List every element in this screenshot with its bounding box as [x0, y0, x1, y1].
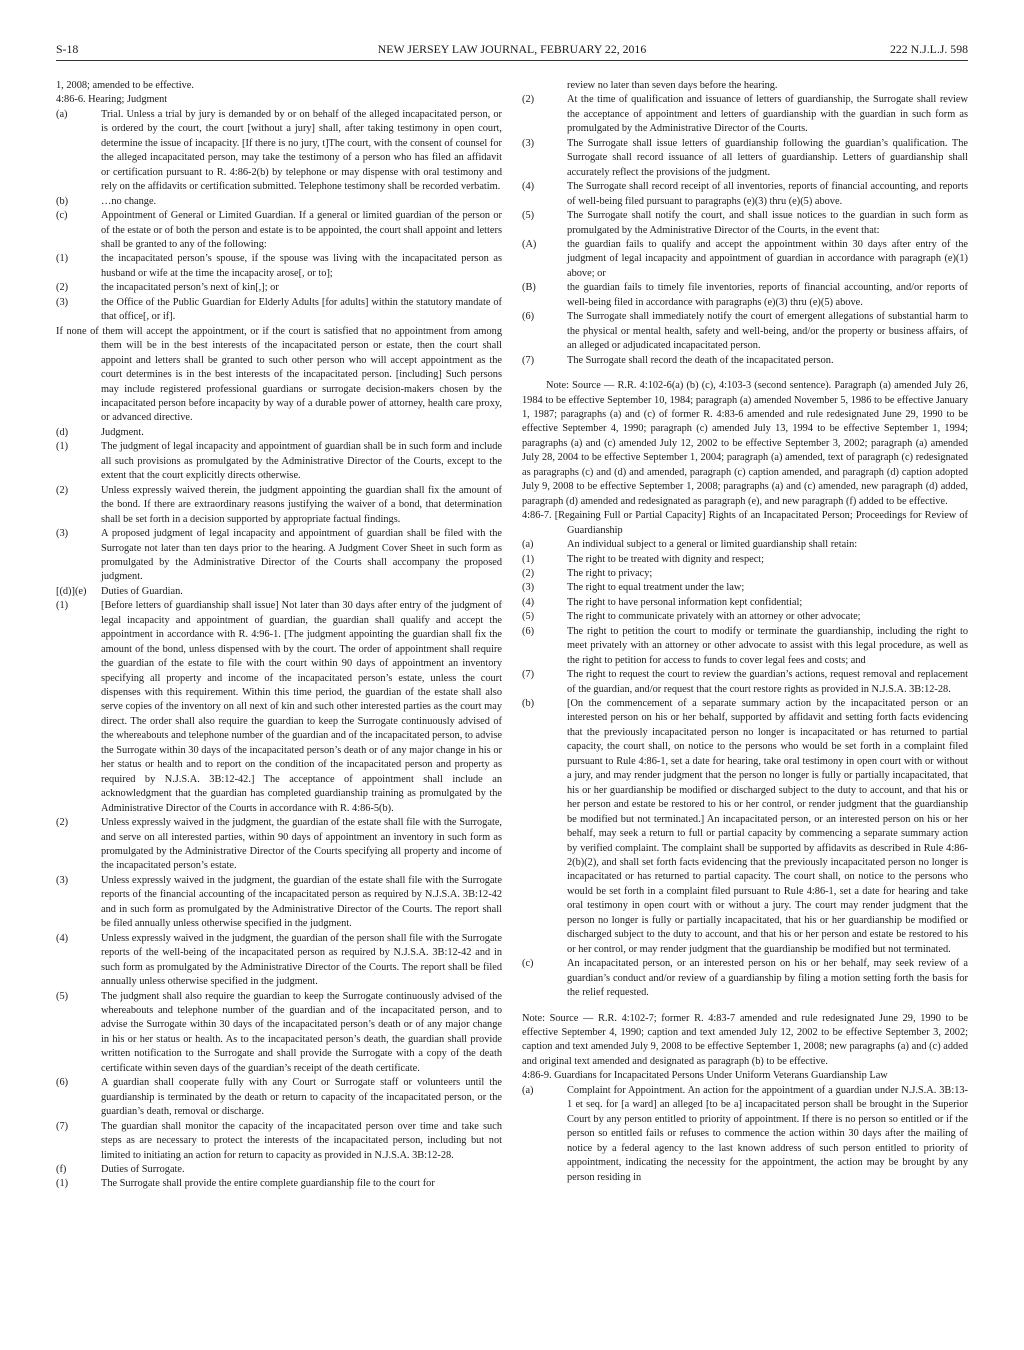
para-text: The Surrogate shall immediately notify the court of emergent allegations of substantial harm to the physical or mental health, safety and well-being, and/or the property or business affairs, of an alleged or adjudicated incapacitated person.: [567, 311, 968, 352]
para-label: (2): [56, 282, 69, 294]
para-text: Unless expressly waived in the judgment, the guardian of the estate shall file with the Surrogate, and serve on all interested parties, within 90 days of appointment an inventory in such form as promulgated by the Administrative Director of the Courts specifying all property and income of the incapacitated person’s estate.: [101, 817, 502, 872]
spacer: [522, 368, 968, 379]
para-b: [56, 195, 502, 209]
para-d2: [56, 484, 502, 527]
para-label: (c): [522, 958, 534, 970]
para-text: A proposed judgment of legal incapacity and appointment of guardian shall be filed with the Surrogate not later than ten days prior to the hearing. A Judgment Cover Sheet in such form as promulgated by the Administrative Director of the Courts shall accompany the proposed judgment.: [101, 528, 502, 583]
para-label: (1): [522, 553, 535, 565]
para-c: [56, 209, 502, 252]
para-e7: [56, 1120, 502, 1163]
para-text: the incapacitated person’s next of kin[,]; or: [101, 282, 279, 294]
continuation-text: 1, 2008; amended to be effective.: [56, 80, 194, 91]
left-column: [56, 79, 502, 1192]
para-text: [Before letters of guardianship shall issue] Not later than 30 days after entry of the judgment of legal incapacity and appointment of guardian, the guardian shall qualify and accept the appointment in accordance with R. 4:96-1. [The judgment appointing the guardian shall fix the amount of the bond, unless dispensed with by the court. The order of appointment shall require the guardian of the estate to file with the court within 90 days of appointment an inventory specifying all property and income of the incapacitated person’s estate, unless the court dispenses with this requirement. Within this time period, the guardian of the estate shall also serve copies of the inventory on all next of kin and such other interested parties as the court may direct. The order shall also require the guardian to keep the Surrogate continuously advised of the whereabouts and telephone number of the guardian and of the incapacitated person, to advise the Surrogate within 30 days of the incapacitated person’s death or of any major change in his or her status or health and to report on the condition of the incapacitated person and property as required by N.J.S.A. 3B:12-42.] The acceptance of appointment shall include an acknowledgment that the guardian has completed guardianship training as promulgated by the Administrative Director of the Courts in accordance with R. 4:86-5(b).: [101, 600, 502, 814]
para-f: [56, 1163, 502, 1177]
para-label: (2): [56, 484, 69, 496]
para-e4: [56, 932, 502, 990]
para-label: (a): [522, 539, 534, 551]
para-label: (6): [56, 1077, 69, 1089]
para-label: (7): [56, 1120, 69, 1132]
para-f6: [522, 310, 968, 353]
source-note-4-86-7: Note: Source — R.R. 4:102-7; former R. 4:83-7 amended and rule redesignated June 29, 1990 to be effective September 4, 1990; caption and text amended July 12, 2002 to be effective September 3, 2002; caption and text amended July 9, 2008 to be effective September 1, 2008; new paragraphs (a) and (c) added and original text amended and designated as paragraph (b) to be effective.: [522, 1012, 968, 1067]
page-header: [56, 42, 968, 58]
heading-text: 4:86-7. [Regaining Full or Partial Capacity] Rights of an Incapacitated Person; Proceedings for Review of Guardianship: [522, 510, 968, 536]
para-a4: [522, 596, 968, 610]
right-column: [522, 79, 968, 1185]
para-text: the incapacitated person’s spouse, if the spouse was living with the incapacitated person as husband or wife at the time the incapacity arose[, or to];: [101, 253, 502, 279]
para-text: The judgment shall also require the guardian to keep the Surrogate continuously advised of the whereabouts and telephone number of the guardian and of the incapacitated person, and to advise the Surrogate within 30 days of the incapacitated person’s death or of any major change in his or her status or health. As to the incapacitated person’s death, the guardian shall provide written notification to the Surrogate and shall provide the Surrogate with a copy of the death certificate within seven days of the guardian’s receipt of the death certificate.: [101, 990, 502, 1074]
para-label: (4): [522, 596, 535, 608]
para-fA: [522, 238, 968, 281]
para-label: (5): [522, 210, 535, 222]
para-fB: [522, 281, 968, 310]
rule-heading-4-86-6: 4:86-6. Hearing; Judgment: [56, 94, 168, 106]
para-text: the guardian fails to timely file inventories, reports of financial accounting, and/or reports of well-being filed in accordance with paragraphs (e)(3) thru (e)(5) above.: [567, 282, 968, 308]
para-a6: [522, 625, 968, 668]
para-f5: [522, 209, 968, 238]
para-label: (7): [522, 669, 535, 681]
para-c3: [56, 296, 502, 325]
para-text: A guardian shall cooperate fully with any Court or Surrogate staff or volunteers until the guardianship is terminated by the death or return to capacity of the incapacitated person, or the guardian’s death, removal or discharge.: [101, 1077, 502, 1118]
para-label: (3): [56, 528, 69, 540]
para-label: (2): [522, 567, 535, 579]
para-text: the Office of the Public Guardian for Elderly Adults [for adults] within the statutory mandate of that office[, or if].: [101, 296, 502, 323]
para-text: Appointment of General or Limited Guardian. If a general or limited guardian of the person or of the estate or of both the person and estate is to be appointed, the court shall appoint and letters shall be granted to any of the following:: [101, 210, 502, 250]
para-c1: [56, 252, 502, 281]
para-c-continued: [56, 325, 502, 426]
para-text: The right to be treated with dignity and respect;: [567, 553, 765, 565]
para-label: (1): [56, 441, 69, 453]
para-a5: [522, 610, 968, 624]
para-text: The Surrogate shall provide the entire complete guardianship file to the court for: [101, 1178, 435, 1190]
para-a7: [522, 668, 968, 697]
para-label: (f): [56, 1163, 67, 1175]
para-a: [522, 538, 968, 552]
para-label: (A): [522, 238, 537, 250]
para-text: At the time of qualification and issuance of letters of guardianship, the Surrogate shall review the acceptance of appointment and letters of guardianship with the guardian in such form as promulgated by the Administrative Director of the Courts.: [567, 94, 968, 135]
rule-heading-4-86-9: 4:86-9. Guardians for Incapacitated Persons Under Uniform Veterans Guardianship Law: [522, 1070, 888, 1082]
para-f3: [522, 137, 968, 180]
para-label: (b): [56, 195, 69, 207]
para-e: [56, 585, 502, 599]
para-label: (5): [56, 990, 69, 1002]
para-label: (6): [522, 311, 535, 323]
para-label: (1): [56, 253, 69, 265]
para-text: The right to equal treatment under the law;: [567, 582, 745, 594]
para-label: (4): [522, 181, 535, 193]
para-a3: [522, 581, 968, 595]
para-text: The right to communicate privately with an attorney or other advocate;: [567, 611, 861, 623]
para-text: The Surrogate shall record receipt of all inventories, reports of financial accounting, and reports of well-being filed pursuant to paragraphs (e)(3) thru (e)(5) above.: [567, 181, 968, 207]
para-label: (5): [522, 611, 535, 623]
para-text: The Surrogate shall issue letters of guardianship following the guardian’s qualification. The Surrogate shall record issuance of all letters of guardianship. Letters of guardianship shall accurately reflect the provisions of the judgment.: [567, 137, 968, 178]
para-text: An incapacitated person, or an interested person on his or her behalf, may seek review of a guardian’s conduct and/or review of a guardianship by filing a motion setting forth the basis for the relief requested.: [567, 958, 968, 999]
para-label: (B): [522, 282, 536, 294]
para-text: The right to request the court to review the guardian’s actions, request removal and replacement of the guardian, and/or request that the court restore rights as provided in N.J.S.A. 3B:12-28.: [567, 669, 968, 695]
para-text: Unless expressly waived in the judgment, the guardian of the person shall file with the Surrogate reports of the well-being of the incapacitated person as required by N.J.S.A. 3B:12-42 and in such form as promulgated by the Administrative Director of the Courts. The report shall be filed annually unless otherwise specified in the judgment.: [101, 932, 502, 988]
para-e5: [56, 990, 502, 1077]
para-f4: [522, 180, 968, 209]
journal-title: NEW JERSEY LAW JOURNAL, FEBRUARY 22, 2016: [377, 42, 647, 56]
para-text: Unless expressly waived in the judgment, the guardian of the estate shall file with the Surrogate reports of the financial accounting of the incapacitated person as required by N.J.S.A. 3B:12-42 and in such form as promulgated by the Administrative Director of the Courts. The report shall be filed annually unless otherwise specified in the judgment.: [101, 874, 502, 930]
para-label: (a): [522, 1084, 534, 1096]
para-text: The right to have personal information kept confidential;: [567, 596, 803, 608]
rule-heading-4-86-7: [522, 509, 968, 538]
para-label: (c): [56, 210, 68, 222]
para-d1: [56, 440, 502, 483]
para-f1: [56, 1177, 502, 1191]
citation: 222 N.J.L.J. 598: [890, 42, 968, 56]
para-b: [522, 697, 968, 957]
para-text: The right to privacy;: [567, 567, 653, 579]
para-text: Unless expressly waived therein, the judgment appointing the guardian shall fix the amount of the bond. If there are extraordinary reasons justifying the waiver of a bond, that determination shall be set forth in a decision supported by appropriate factual findings.: [101, 484, 502, 525]
para-label: (3): [522, 582, 535, 594]
para-text: [On the commencement of a separate summary action by the incapacitated person or an interested person on his or her behalf, supported by affidavit and setting forth facts evidencing that the previously incapacitated person no longer is incapacitated or has returned to partial capacity, the court shall, on notice to the persons who would be set forth in a complaint filed pursuant to Rule 4:86-1, set a date for hearing, take oral testimony in open court with or without a jury, and may render judgment that the person no longer is fully or partially incapacitated, that his or her guardianship be modified or discharged subject to the duty to account, and that his or her person and estate be restored to his or her control, or render judgment that the guardianship be modified but not terminated.] An incapacitated person, or an interested person on his or her behalf, may seek a return to full or partial capacity by commencing a separate summary action by verified complaint. The complaint shall be supported by affidavits as described in Rule 4:86-2(b)(2), and shall set forth facts evidencing that the previously incapacitated person no longer is incapacitated or has returned to partial capacity. The court shall, on notice to the persons who would be set forth in a complaint filed pursuant to Rule 4:86-1, set a date for hearing and take oral testimony in open court with or without a jury. The court may render judgment that the person no longer is fully or partially incapacitated, that his or her guardianship be modified or discharged subject to the duty to account, and that his or her person and estate be restored to his or her control, or may render judgment that the guardianship be modified but not terminated.: [567, 698, 968, 955]
para-label: (7): [522, 354, 535, 366]
para-f7: [522, 354, 968, 368]
para-label: (b): [522, 698, 535, 710]
para-e2: [56, 816, 502, 874]
para-d3: [56, 527, 502, 585]
para-text: The Surrogate shall record the death of the incapacitated person.: [567, 354, 834, 366]
para-label: (6): [522, 625, 535, 637]
para-a: [56, 108, 502, 195]
para-text: If none of them will accept the appointment, or if the court is satisfied that no appointment from among them will be in the best interests of the incapacitated person or estate, then the court shall appoint and letters shall be granted to such other person who will accept appointment as the court determines is in the best interests of the incapacitated person. [including] Such persons may include registered professional guardians or surrogate decision-makers chosen by the incapacitated person before incapacity by way of a durable power of attorney, health care proxy, or advanced directive.: [56, 325, 502, 424]
para-text: …no change.: [101, 195, 157, 207]
page-number: S-18: [56, 42, 79, 56]
para-text: Duties of Guardian.: [101, 585, 183, 597]
para-f2: [522, 93, 968, 136]
para-label: (d): [56, 426, 69, 438]
para-text: review no later than seven days before the hearing.: [567, 80, 778, 91]
para-e6: [56, 1076, 502, 1119]
para-label: (2): [56, 817, 69, 829]
spacer: [522, 1001, 968, 1012]
para-text: Complaint for Appointment. An action for the appointment of a guardian under N.J.S.A. 3B:13-1 et seq. for [a ward] an alleged [to be a] incapacitated person shall be brought in the Superior Court by any person entitled to priority of appointment. If there is no person so entitled or if the person so entitled fails or refuses to commence the action within 30 days after the mailing of notice by a federal agency to the last known address of such person entitled to priority of appointment, indicating the necessity for the appointment, the action may be brought by any person residing in: [567, 1084, 968, 1183]
para-label: (1): [56, 1178, 69, 1190]
source-note-4-86-6: Note: Source — R.R. 4:102-6(a) (b) (c), 4:103-3 (second sentence). Paragraph (a) amended July 26, 1984 to be effective September 10, 1984; paragraph (a) amended November 5, 1986 to be effective January 1, 1987; paragraphs (a) and (c) of former R. 4:83-6 amended and rule redesignated June 29, 1990 to be effective September 4, 1990; paragraph (c) amended July 13, 1994 to be effective September 1, 1994; paragraphs (a) and (c) amended July 12, 2002 to be effective September 3, 2002; paragraph (a) amended July 28, 2004 to be effective September 1, 2004; paragraph (a) amended, text of paragraph (c) redesignated as paragraphs (c) and (d) and amended, paragraph (c) caption amended, and paragraph (d) caption adopted July 9, 2008 to be effective September 1, 2008; paragraphs (a) and (c) amended, new paragraph (d) added, paragraph (d) amended and redesignated as paragraph (e), and new paragraph (f) added to be effective.: [522, 380, 968, 507]
para-label: (3): [522, 137, 535, 149]
para-label: (a): [56, 108, 68, 120]
para-a2: [522, 567, 968, 581]
para-label: (1): [56, 600, 69, 612]
para-text: The judgment of legal incapacity and appointment of guardian shall be in such form and include all such provisions as promulgated by the Administrative Director of the Courts, except to the extent that the court explicitly directs otherwise.: [101, 441, 502, 482]
para-d: [56, 426, 502, 440]
para-label: (2): [522, 94, 535, 106]
para-c: [522, 957, 968, 1000]
para-label: (4): [56, 932, 69, 944]
header-rule: [56, 60, 968, 61]
para-text: Trial. Unless a trial by jury is demanded by or on behalf of the alleged incapacitated person, or is ordered by the court, the court [without a jury] shall, after taking testimony in open court, determine the issue of incapacity. [If there is no jury, t]The court, with the consent of counsel for the alleged incapacitated person, may take the testimony of a person who has filed an affidavit or certification pursuant to R. 4:86-2(b) by telephone or may dispense with oral testimony and rely on the affidavits or certification submitted. Telephone testimony shall be recorded verbatim.: [101, 108, 502, 193]
para-label: [(d)](e): [56, 585, 87, 597]
para-text: An individual subject to a general or limited guardianship shall retain:: [567, 539, 858, 551]
para-text: Duties of Surrogate.: [101, 1163, 185, 1175]
para-text: The right to petition the court to modify or terminate the guardianship, including the right to meet privately with an attorney or other advocate to assist with this legal procedure, as well as the right to petition for access to funds to cover legal fees and costs; and: [567, 625, 968, 666]
para-text: The guardian shall monitor the capacity of the incapacitated person over time and take such steps as are necessary to protect the interests of the incapacitated person, including but not limited to initiating an action for return to capacity as provided in N.J.S.A. 3B:12-28.: [101, 1120, 502, 1161]
para-text: the guardian fails to qualify and accept the appointment within 30 days after entry of the judgment of legal incapacity and appointment of guardian in accordance with paragraph (e)(1) above; or: [567, 238, 968, 279]
para-text: The Surrogate shall notify the court, and shall issue notices to the guardian in such form as promulgated by the Administrative Director of the Courts, in the event that:: [567, 210, 968, 236]
para-f1-continued: [522, 79, 968, 93]
para-text: Judgment.: [101, 426, 144, 438]
para-veterans-a: [522, 1084, 968, 1185]
para-e3: [56, 874, 502, 932]
para-e1: [56, 599, 502, 816]
para-label: (3): [56, 296, 69, 308]
para-a1: [522, 553, 968, 567]
para-label: (3): [56, 874, 69, 886]
para-c2: [56, 281, 502, 295]
